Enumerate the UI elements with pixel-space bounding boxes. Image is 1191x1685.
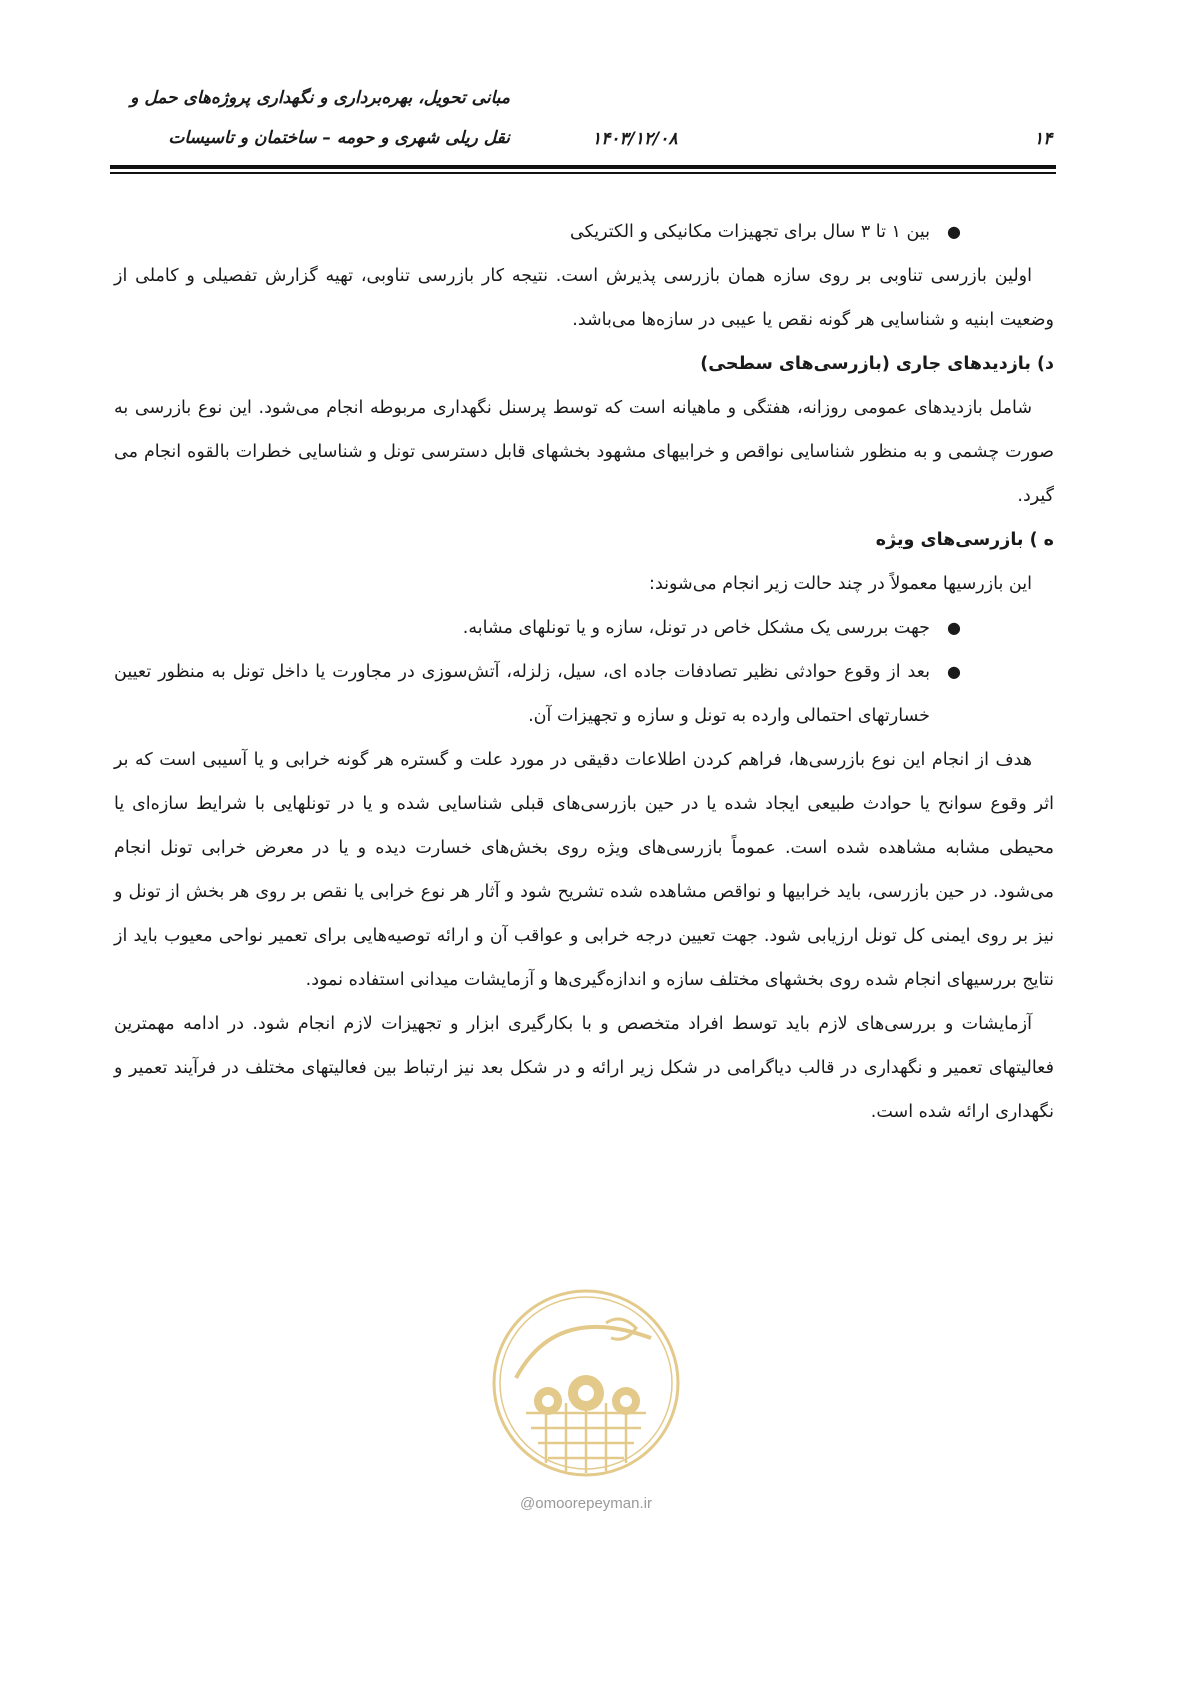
paragraph-routine-visits: شامل بازدیدهای عمومی روزانه، هفتگی و ماهیانه است که توسط پرسنل نگهداری مربوطه انجام می‌شود. این نوع بازرسی به صورت چشمی و به منظور شناسایی نواقص و خرابیهای مشهود بخشهای قابل دسترسی تونل و شناسایی خطرات بالقوه انجام می گیرد.	[114, 398, 1054, 506]
bullet-list-intervals	[114, 210, 1054, 254]
bullet-icon: ●	[947, 662, 961, 681]
paragraph-special-intro: این بازرسیها معمولاً در چند حالت زیر انجام می‌شوند:	[649, 574, 1032, 594]
watermark-website: @omoorepeyman.ir	[520, 1495, 652, 1512]
list-item	[114, 210, 1054, 254]
page-number: ۱۴	[1034, 129, 1053, 149]
page-header	[110, 80, 1056, 180]
bullet-text: بعد از وقوع حوادثی نظیر تصادفات جاده ای، سیل، زلزله، آتش‌سوزی در مجاورت یا داخل تونل به منظور تعیین خسارتهای احتمالی وارده به تونل و سازه و تجهیزات آن.	[114, 662, 930, 726]
watermark-logo	[486, 1283, 686, 1512]
section-heading-d: د) بازدیدهای جاری (بازرسی‌های سطحی)	[700, 354, 1054, 374]
header-rule-thin	[110, 172, 1056, 174]
header-title-line2: نقل ریلی شهری و حومه – ساختمان و تاسیسات	[168, 128, 510, 148]
header-rule-thick	[110, 165, 1056, 169]
bullet-list-special	[114, 606, 1054, 738]
bullet-text: بین ۱ تا ۳ سال برای تجهیزات مکانیکی و الکتریکی	[569, 222, 930, 242]
page-body	[114, 210, 1054, 1134]
bullet-icon: ●	[947, 618, 961, 637]
paragraph-tests: آزمایشات و بررسی‌های لازم باید توسط افراد متخصص و با بکارگیری ابزار و تجهیزات لازم انجام شود. در ادامه مهمترین فعالیتهای تعمیر و نگهداری در قالب دیاگرامی در شکل زیر ارائه و در شکل بعد نیز ارتباط بین فعالیتهای مختلف در فرآیند تعمیر و نگهداری ارائه شده است.	[114, 1014, 1054, 1122]
paragraph-goal: هدف از انجام این نوع بازرسی‌ها، فراهم کردن اطلاعات دقیقی در مورد علت و گستره هر گونه خرابی و یا آسیبی است که بر اثر وقوع سوانح یا حوادث طبیعی ایجاد شده یا در حین بازرسی‌های قبلی شناسایی شده و یا در تونلهایی با شرایط سازه‌ای یا محیطی مشابه مشاهده شده است. عموماً بازرسی‌های ویژه روی بخش‌های خسارت دیده و یا در معرض خرابی تونل انجام می‌شود. در حین بازرسی، باید خرابیها و نواقص مشاهده شده تشریح شود و آثار هر نوع خرابی یا نقص بر روی هر بخش از تونل و نیز بر روی ایمنی کل تونل ارزیابی شود. جهت تعیین درجه خرابی و عواقب آن و ارائه توصیه‌هایی برای تعمیر نواحی معیوب باید از نتایج بررسیهای انجام شده روی بخشهای مختلف سازه و اندازه‌گیری‌ها و آزمایشات میدانی استفاده نمود.	[114, 750, 1054, 990]
section-heading-e: ه ) بازرسی‌های ویژه	[875, 530, 1054, 550]
seal-icon	[486, 1283, 686, 1483]
header-date: ۱۴۰۳/۱۲/۰۸	[592, 129, 678, 149]
bullet-icon: ●	[947, 222, 961, 241]
paragraph-first-inspection: اولین بازرسی تناوبی بر روی سازه همان بازرسی پذیرش است. نتیجه کار بازرسی تناوبی، تهیه گزارش تفصیلی و کاملی از وضعیت ابنیه و شناسایی هر گونه نقص یا عیبی در سازه‌ها می‌باشد.	[114, 266, 1054, 330]
list-item	[114, 650, 1054, 738]
list-item	[114, 606, 1054, 650]
bullet-text: جهت بررسی یک مشکل خاص در تونل، سازه و یا تونلهای مشابه.	[462, 618, 930, 638]
header-title-line1: مبانی تحویل، بهره‌برداری و نگهداری پروژه‌های حمل و	[130, 88, 510, 108]
